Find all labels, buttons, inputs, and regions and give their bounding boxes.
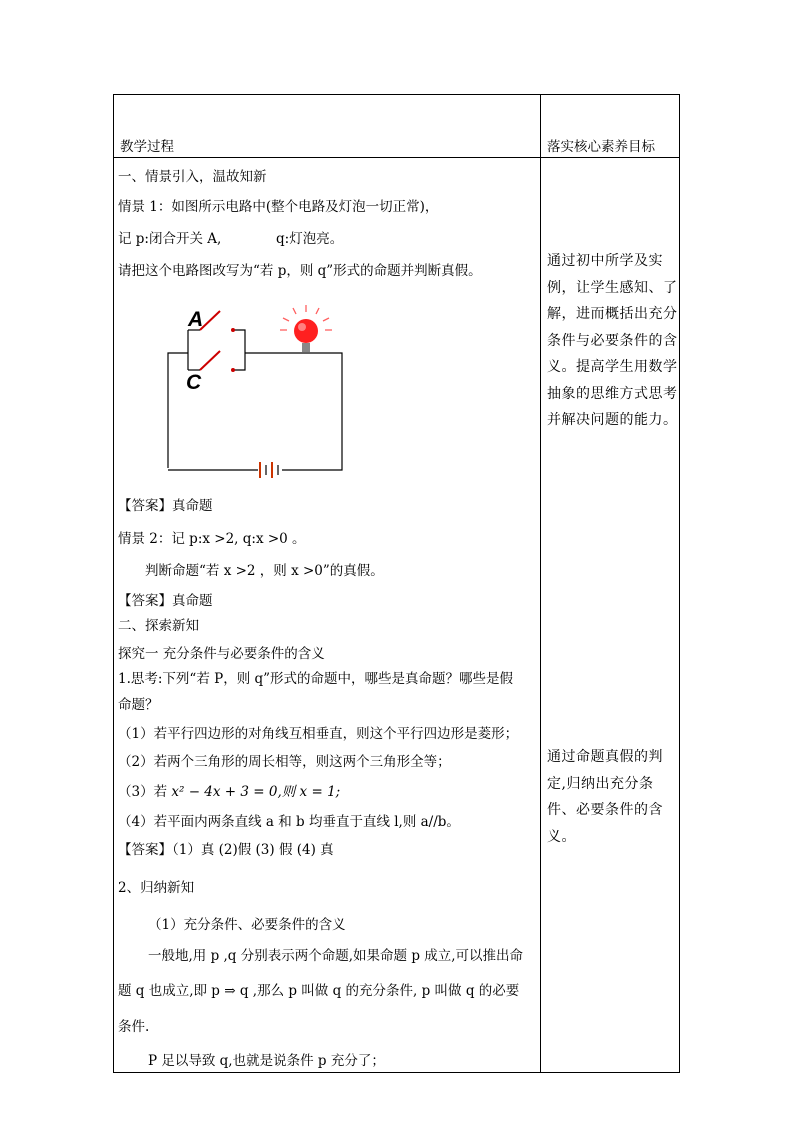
item3 — [118, 783, 340, 801]
header-left: 教学过程 — [120, 139, 174, 155]
circuit-label-a: A — [188, 308, 204, 331]
scene1-line1: 情景 1：如图所示电路中(整个电路及灯泡一切正常)， — [118, 199, 439, 215]
definition-line2: 题 q 也成立,即 p ⇒ q ,那么 p 叫做 q 的充分条件, p 叫做 q 的必要 — [118, 983, 520, 999]
scene1-line3: 请把这个电路图改写为“若 p，则 q”形式的命题并判断真假。 — [118, 263, 482, 279]
item1: （1）若平行四边形的对角线互相垂直，则这个平行四边形是菱形； — [118, 726, 519, 742]
answer2: 【答案】真命题 — [118, 593, 213, 609]
answer3: 【答案】（1）真 (2)假 (3) 假 (4) 真 — [118, 842, 334, 858]
think-line1: 1.思考:下列“若 P，则 q”形式的命题中，哪些是真命题？哪些是假 — [118, 671, 514, 687]
answer1: 【答案】真命题 — [118, 498, 213, 514]
item4: （4）若平面内两条直线 a 和 b 均垂直于直线 l,则 a//b。 — [118, 814, 460, 830]
circuit-label-c: C — [186, 371, 202, 394]
definition-line3: 条件. — [118, 1019, 150, 1035]
section2-title: 二、探索新知 — [118, 618, 199, 634]
light-bulb-icon — [280, 305, 332, 352]
definition-line1: 一般地,用 p ,q 分别表示两个命题,如果命题 p 成立,可以推出命 — [148, 948, 524, 964]
summary-title: 2、归纳新知 — [118, 880, 195, 896]
column-divider — [540, 94, 541, 1073]
circuit-diagram — [160, 298, 400, 483]
last-line: P 足以导致 q,也就是说条件 p 充分了； — [148, 1053, 385, 1069]
item3-equation: x² − 4x + 3 = 0,则 x = 1; — [171, 784, 341, 800]
scene2-line2: 判断命题“若 x >2 ，则 x >0”的真假。 — [145, 563, 384, 579]
goal-1: 通过初中所学及实例，让学生感知、了解，进而概括出充分条件与必要条件的含义。提高学生用数学抽象的思维方式思考并解决问题的能力。 — [547, 253, 678, 428]
header-right: 落实核心素养目标 — [547, 139, 655, 155]
scene2-line1: 情景 2：记 p:x >2, q:x >0 。 — [118, 531, 306, 547]
header-divider — [113, 157, 680, 158]
item2: （2）若两个三角形的周长相等，则这两个三角形全等； — [118, 754, 451, 770]
think-line2: 命题？ — [118, 697, 159, 713]
section1-title: 一、情景引入，温故知新 — [118, 169, 267, 185]
goal-2: 通过命题真假的判定,归纳出充分条件、必要条件的含义。 — [547, 749, 663, 845]
scene1-q: q:灯泡亮。 — [276, 231, 344, 247]
explore1-title: 探究一 充分条件与必要条件的含义 — [118, 646, 325, 662]
item3-prefix: （3）若 — [118, 784, 172, 800]
sub-title: （1）充分条件、必要条件的含义 — [148, 917, 346, 933]
battery-icon — [258, 460, 282, 480]
switch-c — [200, 351, 220, 370]
scene1-p: 记 p:闭合开关 A, — [118, 231, 222, 247]
